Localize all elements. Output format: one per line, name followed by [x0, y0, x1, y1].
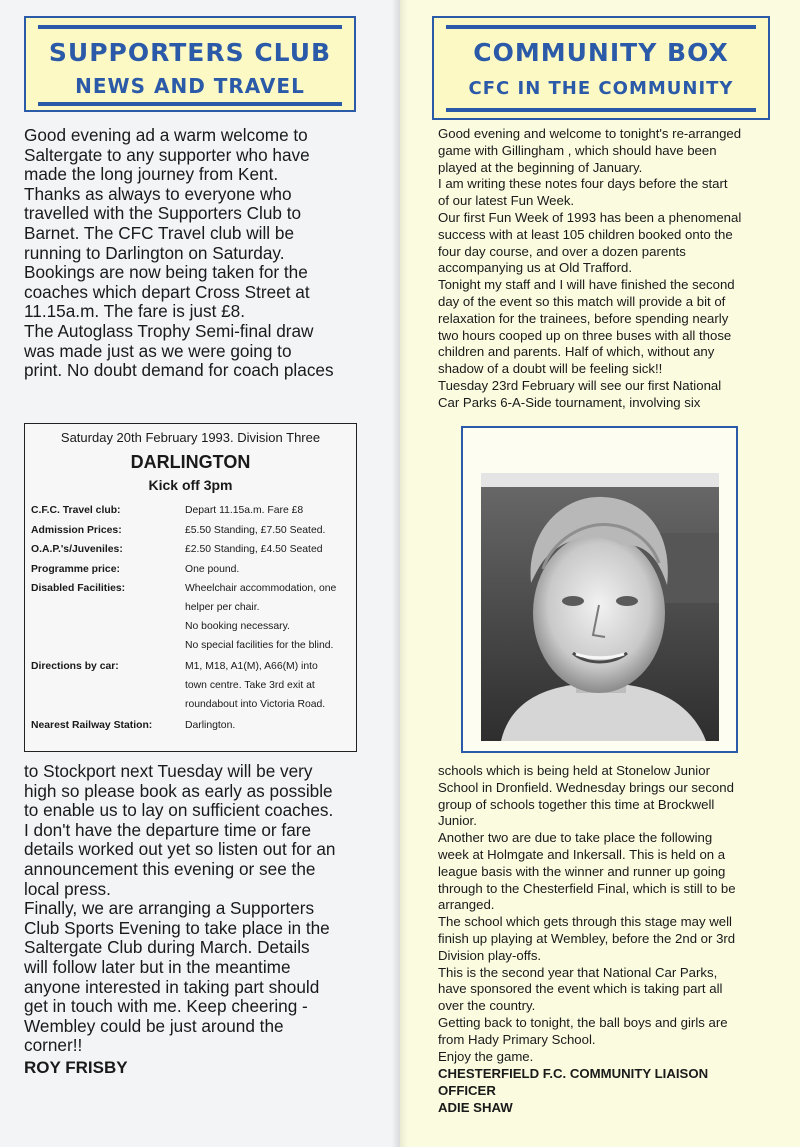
- fixture-value-line: Darlington.: [185, 720, 236, 731]
- fixture-opponent: DARLINGTON: [130, 452, 251, 472]
- fixture-value: [185, 657, 355, 714]
- text-line: Bookings are now being taken for the: [24, 262, 308, 283]
- text-line: running to Darlington on Saturday.: [24, 242, 285, 263]
- fixture-date: Saturday 20th February 1993. Division Three: [60, 430, 321, 445]
- text-line: played at the beginning of January.: [438, 159, 643, 175]
- fixture-label: O.A.P.'s/Juveniles:: [31, 544, 123, 555]
- fixture-label: Disabled Facilities:: [31, 583, 126, 594]
- text-line: Saltergate Club during March. Details: [24, 937, 310, 958]
- text-line: Tuesday 23rd February will see our first National: [438, 377, 722, 393]
- text-line: Good evening and welcome to tonight's re-arranged: [438, 126, 742, 141]
- text-line: arranged.: [438, 897, 495, 913]
- text-line: from Hady Primary School.: [438, 1031, 596, 1047]
- text-line: I am writing these notes four days before the start: [438, 176, 728, 192]
- text-line: have sponsored the event which is taking part all: [438, 981, 723, 997]
- text-line: The school which gets through this stage may well: [438, 914, 732, 930]
- text-line: week at Holmgate and Inkersall. This is held on a: [438, 846, 726, 862]
- text-line: anyone interested in taking part should: [24, 976, 320, 997]
- header-rule-top: [446, 25, 756, 29]
- fixture-value-line: town centre. Take 3rd exit at: [185, 680, 315, 691]
- fixture-value-line: helper per chair.: [185, 602, 260, 613]
- supporters-intro-text: [24, 126, 356, 381]
- text-line: game with Gillingham , which should have been: [438, 142, 717, 158]
- fixture-value: [185, 521, 355, 540]
- text-line: announcement this evening or see the: [24, 858, 316, 879]
- fixture-label: C.F.C. Travel club:: [31, 505, 121, 516]
- signature-line: ADIE SHAW: [438, 1099, 513, 1115]
- text-line: details worked out yet so listen out for an: [24, 839, 336, 860]
- fixture-label: Programme price:: [31, 564, 120, 575]
- text-line: Another two are due to take place the following: [438, 830, 713, 846]
- fixture-value: [185, 501, 355, 520]
- text-line: relaxation for the trainees, before spending nearly: [438, 310, 729, 326]
- fixture-label: Admission Prices:: [31, 525, 122, 536]
- fixture-value-line: Depart 11.15a.m. Fare £8: [185, 505, 304, 516]
- fixture-value-line: No special facilities for the blind.: [185, 640, 334, 651]
- community-schools-text: [438, 763, 772, 1065]
- text-line: group of schools together this time at Brockwell: [438, 796, 715, 812]
- text-line: print. No doubt demand for coach places: [24, 360, 334, 381]
- text-line: Barnet. The CFC Travel club will be: [24, 222, 295, 243]
- text-line: coaches which depart Cross Street at: [24, 281, 310, 302]
- fixture-value-line: One pound.: [185, 564, 240, 575]
- text-line: Thanks as always to everyone who: [24, 183, 292, 204]
- fixture-value-line: M1, M18, A1(M), A66(M) into: [185, 661, 318, 672]
- text-line: Saltergate to any supporter who have: [24, 144, 310, 165]
- fixture-value-line: £2.50 Standing, £4.50 Seated: [185, 544, 323, 555]
- section-title: COMMUNITY BOX: [473, 38, 729, 67]
- section-subtitle: NEWS AND TRAVEL: [75, 74, 305, 98]
- text-line: Division play-offs.: [438, 947, 542, 963]
- text-line: league basis with the winner and runner up going: [438, 863, 726, 879]
- text-line: to enable us to lay on sufficient coaches.: [24, 800, 334, 821]
- community-box-header: [432, 16, 770, 120]
- fixture-value: [185, 540, 355, 559]
- photo-frame: [461, 426, 738, 753]
- community-intro-text: [438, 126, 772, 412]
- text-line: high so please book as early as possible: [24, 780, 333, 801]
- text-line: over the country.: [438, 998, 536, 1014]
- text-line: two hours cooped up on three buses with all those: [438, 327, 732, 343]
- text-line: to Stockport next Tuesday will be very: [24, 761, 313, 781]
- text-line: Club Sports Evening to take place in the: [24, 917, 330, 938]
- author-signature: ROY FRISBY: [24, 1058, 128, 1077]
- signature-line: OFFICER: [438, 1082, 496, 1098]
- text-line: Enjoy the game.: [438, 1048, 534, 1064]
- text-line: Good evening ad a warm welcome to: [24, 125, 308, 145]
- fixture-label: Directions by car:: [31, 661, 119, 672]
- text-line: schools which is being held at Stonelow Junior: [438, 763, 710, 778]
- text-line: made the long journey from Kent.: [24, 164, 279, 185]
- text-line: children and parents. Half of which, without any: [438, 344, 715, 360]
- text-line: Finally, we are arranging a Supporters: [24, 898, 315, 919]
- text-line: shadow of a doubt will be feeling sick!!: [438, 361, 663, 377]
- fixture-value-line: No booking necessary.: [185, 621, 290, 632]
- header-rule-top: [38, 25, 342, 29]
- text-line: This is the second year that National Car Parks,: [438, 964, 718, 980]
- fixture-value: [185, 579, 355, 655]
- text-line: School in Dronfield. Wednesday brings our second: [438, 779, 734, 795]
- fixture-kickoff: Kick off 3pm: [148, 477, 233, 493]
- text-line: Our first Fun Week of 1993 has been a phenomenal: [438, 209, 742, 225]
- fixture-label: Nearest Railway Station:: [31, 720, 153, 731]
- page-gutter: [392, 0, 408, 1147]
- text-line: day of the event so this match will provide a bit of: [438, 293, 726, 309]
- text-line: I don't have the departure time or fare: [24, 819, 312, 840]
- text-line: success with at least 105 children booked onto the: [438, 226, 733, 242]
- section-subtitle: CFC IN THE COMMUNITY: [468, 78, 734, 99]
- text-line: through to the Chesterfield Final, which is still to be: [438, 880, 736, 896]
- fixture-value-line: Wheelchair accommodation, one: [185, 583, 337, 594]
- fixture-value-line: £5.50 Standing, £7.50 Seated.: [185, 525, 326, 536]
- fixture-value: [185, 716, 355, 735]
- text-line: corner!!: [24, 1035, 83, 1056]
- text-line: was made just as we were going to: [24, 340, 292, 361]
- text-line: local press.: [24, 878, 111, 899]
- fixture-value-line: roundabout into Victoria Road.: [185, 699, 326, 710]
- text-line: Getting back to tonight, the ball boys and girls are: [438, 1014, 728, 1030]
- text-line: accompanying us at Old Trafford.: [438, 260, 633, 276]
- text-line: Junior.: [438, 813, 477, 829]
- fixture-value: [185, 560, 355, 579]
- text-line: four day course, and over a dozen parents: [438, 243, 686, 259]
- supporters-travel-text: [24, 762, 356, 1056]
- text-line: will follow later but in the meantime: [24, 956, 291, 977]
- text-line: of our latest Fun Week.: [438, 193, 575, 209]
- text-line: The Autoglass Trophy Semi-final draw: [24, 320, 314, 341]
- text-line: finish up playing at Wembley, before the 2nd or 3rd: [438, 930, 736, 946]
- text-line: 11.15a.m. The fare is just £8.: [24, 301, 246, 322]
- signature-line: CHESTERFIELD F.C. COMMUNITY LIAISON: [438, 1066, 709, 1081]
- text-line: Car Parks 6-A-Side tournament, involving six: [438, 394, 701, 410]
- supporters-club-header: [24, 16, 356, 112]
- text-line: travelled with the Supporters Club to: [24, 203, 302, 224]
- header-rule-bottom: [446, 108, 756, 112]
- portrait-photo: [481, 473, 719, 741]
- header-rule-bottom: [38, 102, 342, 106]
- fixture-info-box: [24, 423, 357, 752]
- text-line: get in touch with me. Keep cheering -: [24, 996, 308, 1017]
- text-line: Wembley could be just around the: [24, 1015, 284, 1036]
- community-signature: [438, 1066, 778, 1116]
- text-line: Tonight my staff and I will have finished the second: [438, 277, 735, 293]
- section-title: SUPPORTERS CLUB: [48, 38, 332, 67]
- portrait-image: [481, 473, 719, 741]
